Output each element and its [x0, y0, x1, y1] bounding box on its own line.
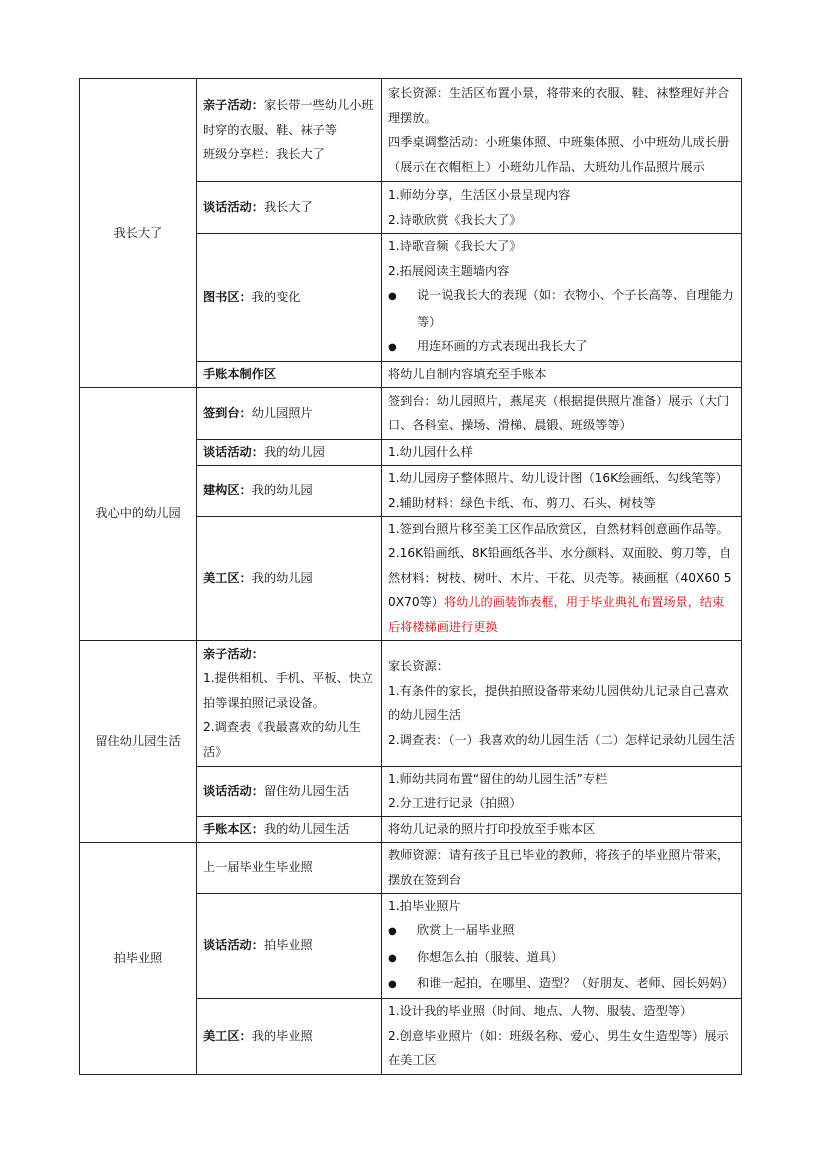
- activity-type: 手账本制作区: [203, 366, 277, 381]
- activity-text: 2.调查表《我最喜欢的幼儿生活》: [203, 720, 361, 759]
- bullet-item: ● 和谁一起拍，在哪里、造型？（好朋友、老师、园长妈妈）: [388, 971, 736, 998]
- theme-cell: [80, 640, 197, 842]
- resource-text: 家长资源：生活区布置小景，将带来的衣服、鞋、袜整理好并合理摆放。: [388, 86, 730, 125]
- bullet-icon: ●: [388, 342, 397, 353]
- resource-text: 将幼儿记录的照片打印投放至手账本区: [388, 821, 596, 836]
- resource-cell: [382, 516, 742, 640]
- activity-cell: [197, 79, 382, 182]
- resource-text: 2.16K铅画纸、8K铅画纸各半、水分颜料、双面胶、剪刀等，自然材料：树枝、树叶、木片、干花、贝壳等。裱画框（40X60 50X70等）: [388, 546, 732, 610]
- theme-cell: [80, 79, 197, 388]
- resource-cell: [382, 361, 742, 387]
- activity-text: 我长大了: [263, 200, 313, 215]
- activity-text: 幼儿园照片: [251, 405, 313, 420]
- resource-text: 2.创意毕业照片（如：班级名称、爱心、男生女生造型等）展示在美工区: [388, 1028, 729, 1068]
- resource-text: 家长资源：: [388, 659, 449, 673]
- activity-type: 美工区：: [203, 1028, 252, 1043]
- resource-text: 2.辅助材料：绿色卡纸、布、剪刀、石头、树枝等: [388, 495, 656, 510]
- activity-type: 亲子活动：: [203, 646, 264, 661]
- theme-label: 我长大了: [113, 225, 163, 240]
- resource-cell: [382, 465, 742, 516]
- resource-text: 2.调查表：（一）我喜欢的幼儿园生活（二）怎样记录幼儿园生活: [388, 732, 735, 747]
- resource-text: 签到台：幼儿园照片，燕尾夹（根据提供照片准备）展示（大门口、各科室、操场、滑梯、晨锻、班级等等）: [388, 393, 730, 432]
- activity-text: 留住幼儿园生活: [263, 783, 350, 798]
- activity-type: 亲子活动：: [203, 98, 264, 113]
- resource-cell: [382, 640, 742, 766]
- activity-text: 我的幼儿园: [263, 444, 325, 459]
- resource-text: 1.签到台照片移至美工区作品欣赏区，自然材料创意画作品等。: [388, 521, 729, 536]
- activity-type: 图书区：: [203, 290, 252, 304]
- activity-table: [79, 78, 742, 1075]
- activity-cell: [197, 361, 382, 387]
- bullet-item: ● 你想怎么拍（服装、道具）: [388, 945, 736, 972]
- bullet-item: ● 欣赏上一届毕业照: [388, 918, 736, 945]
- resource-text: 1.幼儿园什么样: [388, 444, 473, 459]
- activity-text: 我的变化: [251, 290, 301, 304]
- activity-type: 签到台：: [203, 405, 252, 420]
- bullet-icon: ●: [388, 952, 397, 964]
- activity-text: 拍毕业照: [263, 938, 313, 953]
- bullet-icon: ●: [388, 291, 397, 302]
- activity-cell: [197, 816, 382, 842]
- theme-cell: [80, 842, 197, 1074]
- resource-text: 2.诗歌欣赏《我长大了》: [388, 212, 522, 227]
- activity-type: 手账本区：: [203, 821, 264, 836]
- bullet-item: ● 用连环画的方式表现出我长大了: [388, 334, 736, 361]
- activity-type: 谈话活动：: [203, 938, 264, 953]
- resource-cell: [382, 766, 742, 816]
- theme-cell: [80, 387, 197, 640]
- resource-text: 1.师幼分享，生活区小景呈现内容: [388, 188, 571, 202]
- resource-cell: [382, 182, 742, 234]
- resource-text: 将幼儿自制内容填充至手账本: [388, 366, 547, 381]
- activity-cell: [197, 998, 382, 1074]
- bullet-icon: ●: [388, 979, 397, 990]
- activity-text: 1.提供相机、手机、平板、快立拍等课拍照记录设备。: [203, 671, 374, 710]
- activity-type: 谈话活动：: [203, 783, 264, 798]
- resource-text: 1.拍毕业照片: [388, 898, 461, 913]
- activity-type: 谈话活动：: [203, 200, 264, 215]
- activity-cell: [197, 234, 382, 362]
- resource-text: 四季桌调整活动：小班集体照、中班集体照、小中班幼儿成长册（展示在衣帽柜上）小班幼儿作品、大班幼儿作品照片展示: [388, 135, 730, 174]
- table-row: [80, 79, 742, 182]
- resource-cell: [382, 79, 742, 182]
- activity-cell: [197, 465, 382, 516]
- resource-text: 1.有条件的家长，提供拍照设备带来幼儿园供幼儿记录自己喜欢的幼儿园生活: [388, 683, 729, 722]
- activity-cell: [197, 439, 382, 465]
- bullet-icon: ●: [388, 926, 397, 937]
- resource-text: 1.诗歌音频《我长大了》: [388, 239, 522, 253]
- activity-type: 建构区：: [203, 483, 252, 498]
- theme-label: 我心中的幼儿园: [95, 506, 181, 521]
- activity-text: 上一届毕业生毕业照: [203, 860, 313, 875]
- resource-cell: [382, 816, 742, 842]
- activity-cell: [197, 516, 382, 640]
- activity-text: 班级分享栏：我长大了: [203, 147, 325, 162]
- resource-cell: [382, 439, 742, 465]
- activity-cell: [197, 640, 382, 766]
- activity-text: 我的幼儿园: [251, 570, 313, 585]
- theme-label: 拍毕业照: [113, 950, 163, 965]
- resource-cell: [382, 998, 742, 1074]
- resource-cell: [382, 842, 742, 893]
- resource-text: 1.设计我的毕业照（时间、地点、人物、服装、造型等）: [388, 1004, 693, 1019]
- activity-cell: [197, 842, 382, 893]
- resource-cell: [382, 387, 742, 439]
- resource-text: 1.幼儿园房子整体照片、幼儿设计图（16K绘画纸、勾线笔等）: [388, 471, 728, 485]
- activity-text: 我的毕业照: [251, 1028, 313, 1043]
- table-row: [80, 640, 742, 766]
- bullet-item: ● 说一说我长大的表现（如：衣物小、个子长高等、自理能力等）: [388, 283, 736, 334]
- resource-cell: [382, 893, 742, 998]
- theme-label: 留住幼儿园生活: [95, 733, 181, 748]
- activity-type: 美工区：: [203, 570, 252, 585]
- table-row: [80, 387, 742, 439]
- activity-cell: [197, 893, 382, 998]
- activity-cell: [197, 766, 382, 816]
- resource-text: 1.师幼共同布置“留住的幼儿园生活”专栏: [388, 771, 608, 786]
- activity-cell: [197, 182, 382, 234]
- activity-text: 我的幼儿园生活: [263, 821, 350, 836]
- highlighted-note: 将幼儿的画装饰表框，用于毕业典礼布置场景，结束后将楼梯画进行更换: [388, 595, 725, 634]
- activity-text: 我的幼儿园: [251, 483, 313, 498]
- activity-cell: [197, 387, 382, 439]
- resource-text: 2.分工进行记录（拍照）: [388, 796, 522, 810]
- activity-text: 家长带一些幼儿小班时穿的衣服、鞋、袜子等: [203, 98, 374, 137]
- resource-cell: [382, 234, 742, 362]
- activity-type: 谈话活动：: [203, 444, 264, 459]
- resource-text: 2.拓展阅读主题墙内容: [388, 263, 510, 278]
- resource-text: 教师资源：请有孩子且已毕业的教师，将孩子的毕业照片带来，摆放在签到台: [388, 848, 730, 887]
- table-row: [80, 842, 742, 893]
